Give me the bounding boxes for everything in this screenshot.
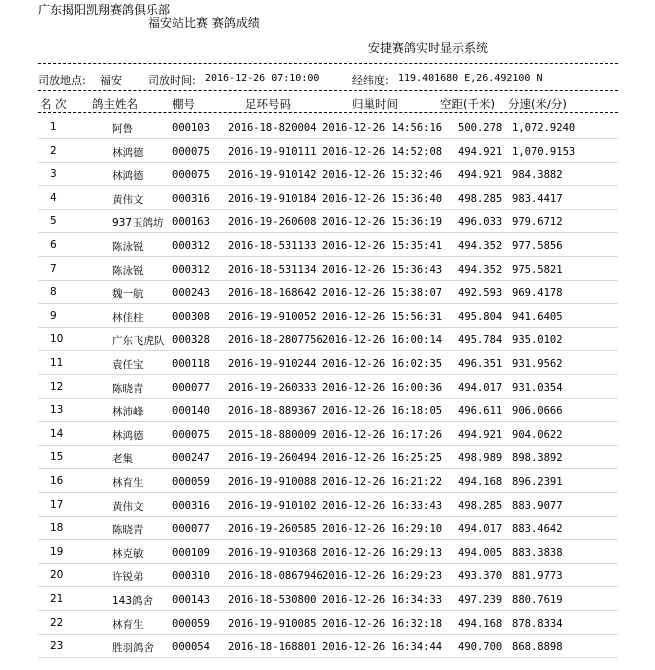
owner-name-cell: 林育生 <box>112 477 144 489</box>
rank-cell: 5 <box>50 215 57 228</box>
loft-number-cell: 000075 <box>172 428 210 441</box>
row-separator <box>38 350 618 351</box>
owner-name-cell: 阿鲁 <box>112 123 133 135</box>
table-row <box>0 215 655 239</box>
ring-number-cell: 2016-19-910244 <box>228 358 317 370</box>
distance-cell: 494.352 <box>458 263 503 276</box>
return-time-cell: 2016-12-26 15:38:07 <box>322 287 443 300</box>
distance-cell: 500.278 <box>458 122 503 134</box>
row-separator <box>38 374 618 375</box>
loft-number-cell: 000054 <box>172 641 210 654</box>
rank-cell: 4 <box>50 191 57 204</box>
rank-cell: 11 <box>50 357 64 369</box>
loft-number-cell: 000247 <box>172 452 210 465</box>
loft-number-cell: 000308 <box>172 310 210 323</box>
ring-number-cell: 2016-18-168801 <box>228 641 317 654</box>
row-separator <box>38 610 618 611</box>
loft-number-cell: 000059 <box>172 617 210 630</box>
return-time-cell: 2016-12-26 16:29:10 <box>322 523 443 536</box>
table-row <box>0 499 655 523</box>
owner-name-cell: 林佳柱 <box>112 311 144 324</box>
table-row <box>0 640 655 664</box>
table-row <box>0 522 655 546</box>
rank-cell: 23 <box>50 640 64 653</box>
speed-cell: 977.5856 <box>512 240 563 252</box>
ring-number-cell: 2016-19-260608 <box>228 216 317 229</box>
speed-cell: 883.4642 <box>512 523 563 536</box>
rank-cell: 20 <box>50 569 64 582</box>
table-row <box>0 286 655 310</box>
ring-number-cell: 2016-19-260494 <box>228 452 317 465</box>
rank-cell: 17 <box>50 498 64 511</box>
return-time-cell: 2016-12-26 16:17:26 <box>322 428 443 441</box>
row-separator <box>38 445 618 446</box>
distance-cell: 494.017 <box>458 381 503 394</box>
col-ring: 足环号码 <box>245 97 291 111</box>
table-row <box>0 357 655 381</box>
table-row <box>0 239 655 263</box>
row-separator <box>38 586 618 587</box>
speed-cell: 1,070.9153 <box>512 145 576 158</box>
ring-number-cell: 2016-18-2807756 <box>228 334 323 347</box>
return-time-cell: 2016-12-26 16:02:35 <box>322 358 443 370</box>
owner-name-cell: 937玉鸽坊 <box>112 217 164 230</box>
ring-number-cell: 2016-19-260333 <box>228 381 317 394</box>
ring-number-cell: 2016-18-530800 <box>228 594 317 606</box>
col-rank: 名 次 <box>40 97 67 111</box>
loft-number-cell: 000163 <box>172 216 210 229</box>
ring-number-cell: 2016-19-910102 <box>228 499 317 512</box>
loft-number-cell: 000109 <box>172 546 210 559</box>
owner-name-cell: 许锐弟 <box>112 571 144 584</box>
col-owner: 鸽主姓名 <box>92 97 138 111</box>
speed-cell: 904.0622 <box>512 428 563 441</box>
row-separator <box>38 185 618 186</box>
row-separator <box>38 634 618 635</box>
return-time-cell: 2016-12-26 16:25:25 <box>322 452 443 465</box>
ring-number-cell: 2016-18-531134 <box>228 263 317 276</box>
row-separator <box>38 138 618 139</box>
speed-cell: 931.0354 <box>512 381 563 394</box>
return-time-cell: 2016-12-26 16:34:33 <box>322 594 443 606</box>
rank-cell: 8 <box>50 286 57 299</box>
row-separator <box>38 421 618 422</box>
return-time-cell: 2016-12-26 14:56:16 <box>322 122 443 134</box>
return-time-cell: 2016-12-26 16:18:05 <box>322 405 443 418</box>
table-row <box>0 310 655 334</box>
row-separator <box>38 256 618 257</box>
table-row <box>0 428 655 452</box>
rank-cell: 22 <box>50 616 64 629</box>
col-speed: 分速(米/分) <box>508 97 567 111</box>
distance-cell: 495.784 <box>458 334 503 347</box>
col-distance: 空距(千米) <box>440 97 495 111</box>
release-time-label: 司放时间: <box>148 74 196 87</box>
distance-cell: 498.285 <box>458 192 503 205</box>
loft-number-cell: 000077 <box>172 381 210 394</box>
speed-cell: 941.6405 <box>512 310 563 323</box>
row-separator <box>38 492 618 493</box>
distance-cell: 498.989 <box>458 452 503 465</box>
loft-number-cell: 000059 <box>172 476 210 488</box>
coord-label: 经纬度: <box>352 74 389 87</box>
loft-number-cell: 000103 <box>172 122 210 134</box>
club-title: 广东揭阳凯翔赛鸽俱乐部 <box>38 3 171 17</box>
rank-cell: 14 <box>50 427 64 440</box>
distance-cell: 496.033 <box>458 216 503 229</box>
rank-cell: 15 <box>50 451 64 464</box>
row-separator <box>38 303 618 304</box>
return-time-cell: 2016-12-26 15:36:19 <box>322 216 443 229</box>
ring-number-cell: 2016-19-910111 <box>228 145 317 158</box>
ring-number-cell: 2016-19-910368 <box>228 546 317 559</box>
return-time-cell: 2016-12-26 16:33:43 <box>322 499 443 512</box>
distance-cell: 496.611 <box>458 405 503 418</box>
speed-cell: 931.9562 <box>512 358 563 370</box>
location-label: 司放地点: <box>38 74 86 87</box>
release-time-value: 2016-12-26 07:10:00 <box>205 73 320 84</box>
rank-cell: 12 <box>50 380 64 393</box>
rank-cell: 3 <box>50 168 57 181</box>
distance-cell: 498.285 <box>458 499 503 512</box>
table-row <box>0 263 655 287</box>
distance-cell: 494.921 <box>458 145 503 158</box>
loft-number-cell: 000140 <box>172 405 210 418</box>
speed-cell: 881.9773 <box>512 570 563 583</box>
loft-number-cell: 000328 <box>172 334 210 347</box>
ring-number-cell: 2016-18-531133 <box>228 240 317 252</box>
return-time-cell: 2016-12-26 15:36:40 <box>322 192 443 205</box>
speed-cell: 868.8898 <box>512 641 563 654</box>
speed-cell: 1,072.9240 <box>512 122 576 134</box>
return-time-cell: 2016-12-26 16:29:23 <box>322 570 443 583</box>
return-time-cell: 2016-12-26 15:32:46 <box>322 169 443 182</box>
distance-cell: 494.017 <box>458 523 503 536</box>
owner-name-cell: 老集 <box>112 453 133 466</box>
row-separator <box>38 327 618 328</box>
table-row <box>0 145 655 169</box>
rank-cell: 21 <box>50 593 64 605</box>
table-row <box>0 475 655 499</box>
distance-cell: 497.239 <box>458 594 503 606</box>
loft-number-cell: 000312 <box>172 240 210 252</box>
distance-cell: 494.352 <box>458 240 503 252</box>
rank-cell: 7 <box>50 262 57 275</box>
distance-cell: 496.351 <box>458 358 503 370</box>
speed-cell: 883.3838 <box>512 546 563 559</box>
table-row <box>0 381 655 405</box>
owner-name-cell: 林鸿德 <box>112 146 144 159</box>
row-separator <box>38 516 618 517</box>
row-separator <box>38 209 618 210</box>
loft-number-cell: 000316 <box>172 192 210 205</box>
distance-cell: 494.168 <box>458 617 503 630</box>
system-title: 安捷赛鸽实时显示系统 <box>368 41 489 55</box>
col-return-time: 归巢时间 <box>352 97 398 111</box>
ring-number-cell: 2016-19-910184 <box>228 192 317 205</box>
distance-cell: 495.804 <box>458 310 503 323</box>
distance-cell: 492.593 <box>458 287 503 300</box>
ring-number-cell: 2016-19-910088 <box>228 476 317 488</box>
owner-name-cell: 林鸿德 <box>112 170 144 183</box>
location-value: 福安 <box>100 74 122 87</box>
return-time-cell: 2016-12-26 16:34:44 <box>322 641 443 654</box>
row-separator <box>38 468 618 469</box>
owner-name-cell: 林克敏 <box>112 547 144 560</box>
rank-cell: 10 <box>50 333 64 346</box>
owner-name-cell: 陈泳锐 <box>112 241 144 253</box>
rank-cell: 18 <box>50 522 64 535</box>
owner-name-cell: 黄伟文 <box>112 193 144 206</box>
distance-cell: 494.921 <box>458 169 503 182</box>
owner-name-cell: 黄伟文 <box>112 500 144 513</box>
race-title: 福安站比赛 赛鸽成绩 <box>148 16 260 30</box>
table-row <box>0 593 655 617</box>
ring-number-cell: 2016-18-168642 <box>228 287 317 300</box>
speed-cell: 969.4178 <box>512 287 563 300</box>
owner-name-cell: 魏一航 <box>112 288 144 301</box>
table-row <box>0 168 655 192</box>
row-separator <box>38 563 618 564</box>
ring-number-cell: 2016-18-0867946 <box>228 570 323 583</box>
return-time-cell: 2016-12-26 16:21:22 <box>322 476 443 488</box>
table-row <box>0 404 655 428</box>
distance-cell: 493.370 <box>458 570 503 583</box>
rank-cell: 1 <box>50 121 57 133</box>
owner-name-cell: 陈泳锐 <box>112 264 144 277</box>
loft-number-cell: 000075 <box>172 169 210 182</box>
divider-mid <box>38 90 618 91</box>
table-row <box>0 333 655 357</box>
ring-number-cell: 2015-18-880009 <box>228 428 317 441</box>
return-time-cell: 2016-12-26 15:35:41 <box>322 240 443 252</box>
return-time-cell: 2016-12-26 16:00:14 <box>322 334 443 347</box>
ring-number-cell: 2016-18-820004 <box>228 122 317 134</box>
speed-cell: 896.2391 <box>512 476 563 488</box>
table-row <box>0 192 655 216</box>
owner-name-cell: 143鸽舍 <box>112 595 154 607</box>
rank-cell: 9 <box>50 309 57 322</box>
speed-cell: 880.7619 <box>512 594 563 606</box>
ring-number-cell: 2016-18-889367 <box>228 405 317 418</box>
owner-name-cell: 广东飞虎队 <box>112 335 165 348</box>
loft-number-cell: 000077 <box>172 523 210 536</box>
table-row <box>0 121 655 145</box>
speed-cell: 883.9077 <box>512 499 563 512</box>
col-loft: 棚号 <box>172 97 195 111</box>
speed-cell: 906.0666 <box>512 405 563 418</box>
divider-header <box>38 112 618 113</box>
return-time-cell: 2016-12-26 14:52:08 <box>322 145 443 158</box>
owner-name-cell: 陈晓青 <box>112 382 144 395</box>
return-time-cell: 2016-12-26 16:29:13 <box>322 546 443 559</box>
owner-name-cell: 陈晓青 <box>112 524 144 537</box>
speed-cell: 975.5821 <box>512 263 563 276</box>
speed-cell: 878.8334 <box>512 617 563 630</box>
rank-cell: 19 <box>50 545 64 558</box>
loft-number-cell: 000075 <box>172 145 210 158</box>
table-row <box>0 569 655 593</box>
coord-value: 119.401680 E,26.492100 N <box>398 73 543 84</box>
return-time-cell: 2016-12-26 16:00:36 <box>322 381 443 394</box>
table-row <box>0 546 655 570</box>
owner-name-cell: 胜羽鸽舍 <box>112 642 154 655</box>
speed-cell: 898.3892 <box>512 452 563 465</box>
return-time-cell: 2016-12-26 16:32:18 <box>322 617 443 630</box>
row-separator <box>38 232 618 233</box>
owner-name-cell: 袁任宝 <box>112 359 144 371</box>
ring-number-cell: 2016-19-260585 <box>228 523 317 536</box>
distance-cell: 494.168 <box>458 476 503 488</box>
loft-number-cell: 000316 <box>172 499 210 512</box>
speed-cell: 984.3882 <box>512 169 563 182</box>
ring-number-cell: 2016-19-910052 <box>228 310 317 323</box>
loft-number-cell: 000312 <box>172 263 210 276</box>
row-separator <box>38 162 618 163</box>
owner-name-cell: 林沛峰 <box>112 406 144 419</box>
loft-number-cell: 000310 <box>172 570 210 583</box>
loft-number-cell: 000243 <box>172 287 210 300</box>
speed-cell: 983.4417 <box>512 192 563 205</box>
ring-number-cell: 2016-19-910142 <box>228 169 317 182</box>
owner-name-cell: 林育生 <box>112 618 144 631</box>
return-time-cell: 2016-12-26 15:36:43 <box>322 263 443 276</box>
distance-cell: 490.700 <box>458 641 503 654</box>
row-separator <box>38 398 618 399</box>
rank-cell: 13 <box>50 404 64 417</box>
speed-cell: 979.6712 <box>512 216 563 229</box>
row-separator <box>38 539 618 540</box>
loft-number-cell: 000118 <box>172 358 210 370</box>
return-time-cell: 2016-12-26 15:56:31 <box>322 310 443 323</box>
owner-name-cell: 林鸿德 <box>112 429 144 442</box>
rank-cell: 16 <box>50 475 64 487</box>
table-row <box>0 617 655 641</box>
distance-cell: 494.005 <box>458 546 503 559</box>
rank-cell: 6 <box>50 239 57 251</box>
speed-cell: 935.0102 <box>512 334 563 347</box>
row-separator <box>38 657 618 658</box>
distance-cell: 494.921 <box>458 428 503 441</box>
loft-number-cell: 000143 <box>172 594 210 606</box>
row-separator <box>38 280 618 281</box>
divider-top <box>38 63 618 64</box>
ring-number-cell: 2016-19-910085 <box>228 617 317 630</box>
table-row <box>0 451 655 475</box>
rank-cell: 2 <box>50 144 57 157</box>
